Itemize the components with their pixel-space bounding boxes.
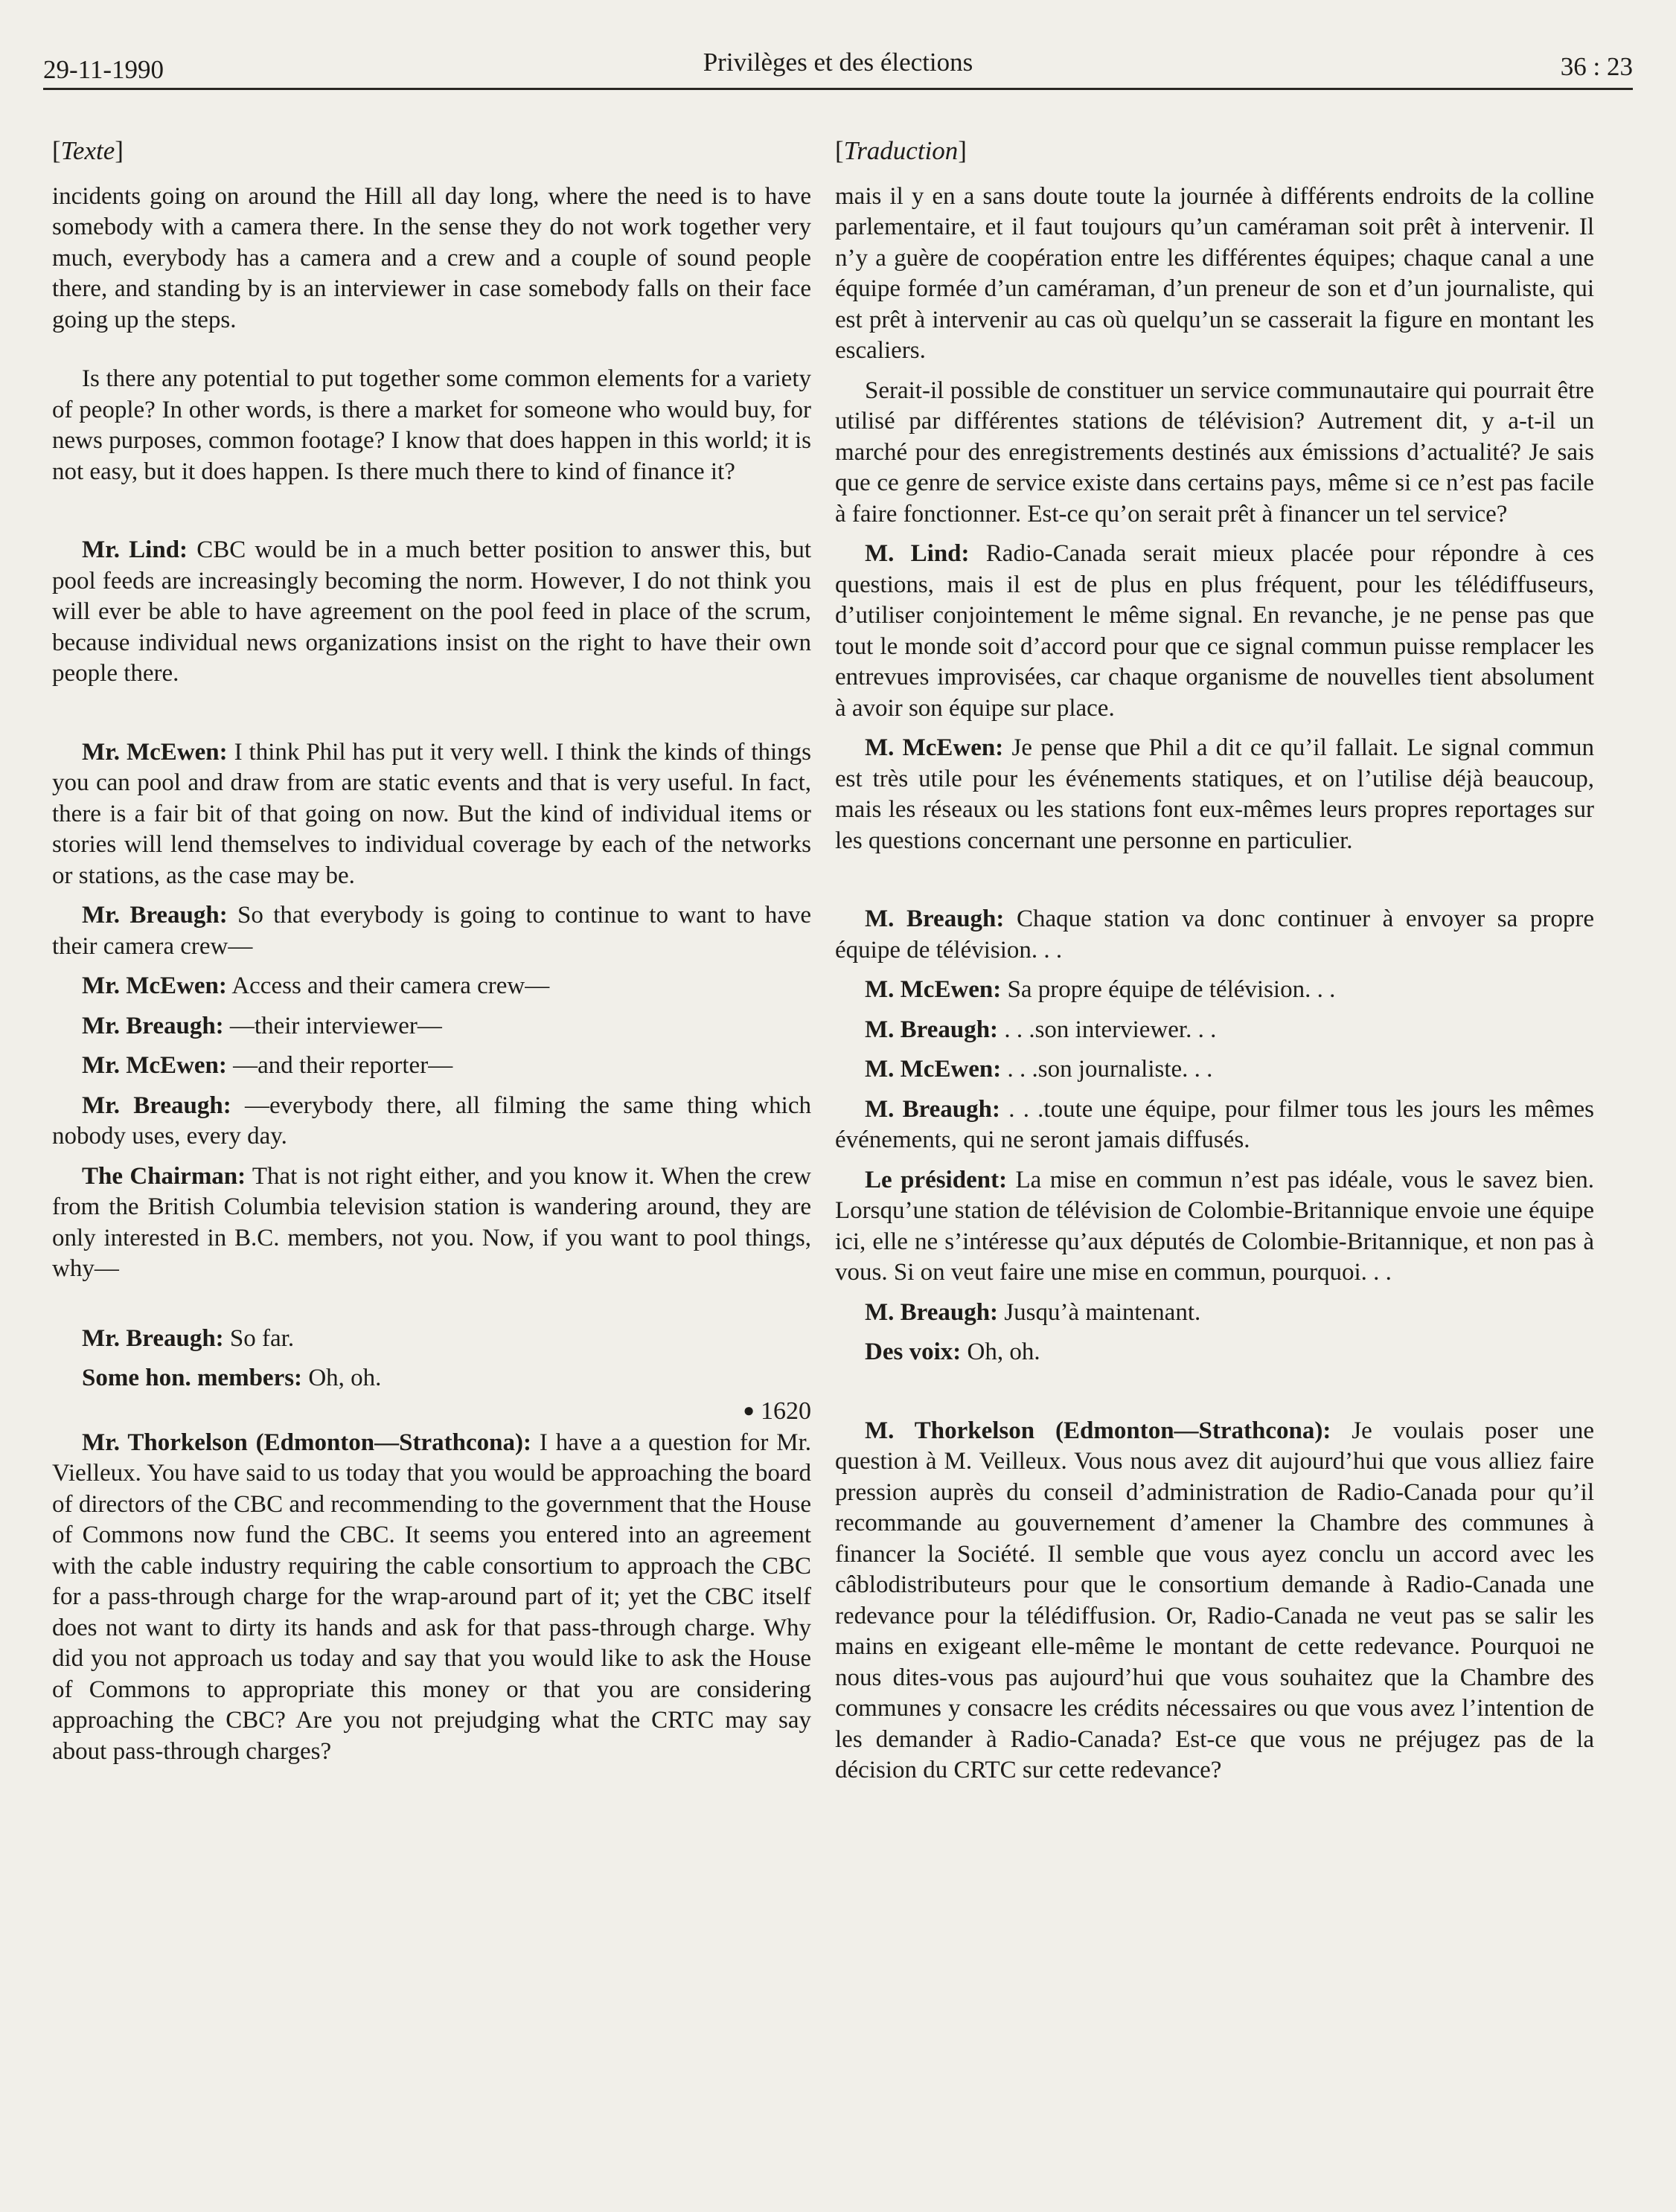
header-page-number: 36 : 23	[1560, 52, 1633, 81]
paragraph: M. Breaugh: Chaque station va donc continuer à envoyer sa propre équipe de télévision. . .	[835, 905, 1594, 964]
paragraph: M. McEwen: . . .son journaliste. . .	[865, 1056, 1213, 1083]
speaker-name: Le président:	[865, 1166, 1008, 1193]
paragraph: Mr. Breaugh: So that everybody is going to continue to want to have their camera crew—	[52, 902, 811, 960]
paragraph: The Chairman: That is not right either, and you know it. When the crew from the British Columbia television station is wandering around, they are only interested in B.C. members, not you. Now, if you want to pool things, why—	[52, 1162, 811, 1282]
paragraph: Some hon. members: Oh, oh.	[82, 1365, 382, 1391]
paragraph: Des voix: Oh, oh.	[865, 1339, 1040, 1365]
speaker-name: Mr. McEwen:	[82, 1052, 227, 1079]
speaker-name: Mr. Breaugh:	[82, 1324, 224, 1352]
speaker-name: M. McEwen:	[865, 1056, 1002, 1083]
paragraph: Mr. Lind: CBC would be in a much better position to answer this, but pool feeds are increasingly becoming the norm. However, I do not think you will ever be able to have agreement on the pool feed in place of the scrum, because individual news organizations insist on the right to have their own people there.	[52, 536, 812, 687]
speaker-name: M. Thorkelson (Edmonton—Strathcona):	[865, 1417, 1331, 1444]
speaker-name: M. Breaugh:	[865, 905, 1005, 932]
french-column	[835, 135, 1594, 1786]
column-tag-traduction: [Traduction]	[835, 136, 967, 165]
paragraph: Mr. McEwen: Access and their camera crew—	[82, 972, 550, 999]
paragraph: M. McEwen: Je pense que Phil a dit ce qu’il fallait. Le signal commun est très utile pour les événements statiques, et on l’utilise déjà beaucoup, mais les réseaux ou les stations font eux-mêmes leurs propres reportages sur les questions concernant une personne en particulier.	[835, 734, 1595, 854]
speaker-name: Some hon. members:	[82, 1365, 303, 1391]
speaker-name: Mr. Breaugh:	[82, 1012, 224, 1039]
speaker-name: Mr. Breaugh:	[82, 1091, 231, 1119]
paragraph: Mr. Breaugh: —everybody there, all filming the same thing which nobody uses, every day.	[52, 1091, 811, 1150]
speaker-name: Des voix:	[865, 1339, 962, 1365]
header-rule	[43, 88, 1633, 90]
speaker-name: Mr. Thorkelson (Edmonton—Strathcona):	[82, 1429, 531, 1456]
speaker-name: The Chairman:	[82, 1162, 246, 1190]
paragraph: Mr. Breaugh: So far.	[82, 1324, 295, 1352]
paragraph: Le président: La mise en commun n’est pas idéale, vous le savez bien. Lorsqu’une station de télévision de Colombie-Britannique envoie une équipe ici, elle ne s’intéresse qu’aux députés de Colombie-Britannique, et non pas à vous. Si on veut faire une mise en commun, pourquoi. . .	[835, 1166, 1595, 1286]
speaker-name: M. Breaugh:	[865, 1095, 1001, 1123]
paragraph: M. Breaugh: . . .toute une équipe, pour filmer tous les jours les mêmes événements, qui ne seront jamais diffusés.	[835, 1095, 1595, 1153]
paragraph: M. Lind: Radio-Canada serait mieux placée pour répondre à ces questions, mais il est de plus en plus fréquent, pour les télédiffuseurs, d’utiliser conjointement le même signal. En revanche, je ne pense pas que tout le monde soit d’accord pour que ce signal commun puisse remplacer les entrevues improvisées, car chaque organisme de nouvelles tient absolument à avoir son équipe sur place.	[835, 540, 1595, 722]
paragraph: Serait-il possible de constituer un service communautaire qui pourrait être utilisé par différentes stations de télévision? Autrement dit, y a-t-il un marché pour des enregistrements destinés aux émissions d’actualité? Je sais que ce genre de service existe dans certains pays, même si ce n’est pas facile à faire fonctionner. Est-ce qu’on serait prêt à financer un tel service?	[835, 376, 1594, 528]
header-date: 29-11-1990	[43, 55, 164, 84]
speaker-name: M. Lind:	[865, 540, 970, 567]
paragraph: M. Breaugh: Jusqu’à maintenant.	[865, 1298, 1201, 1326]
paragraph: incidents going on around the Hill all day long, where the need is to have somebody with a camera there. In the sense they do not work together very much, everybody has a camera and a crew and a couple of sound people there, and standing by is an interviewer in case somebody falls on their face going up the steps.	[52, 182, 811, 333]
paragraph: Is there any potential to put together some common elements for a variety of people? In other words, is there a market for someone who would buy, for news purposes, common footage? I know that does happen in this world; it is not easy, but it does happen. Is there much there to kind of finance it?	[52, 365, 811, 485]
speaker-name: M. McEwen:	[865, 734, 1004, 761]
english-column	[52, 135, 811, 1767]
paragraph: Mr. Thorkelson (Edmonton—Strathcona): I have a a question for Mr. Vielleux. You have said to us today that you would be approaching the board of directors of the CBC and recommending to the government that the House of Commons now fund the CBC. It seems you entered into an agreement with the cable industry requiring the cable consortium to approach the CBC for a pass-through charge for the wrap-around part of it; yet the CBC itself does not want to dirty its hands and ask for that pass-through charge. Why did you not approach us today and say that you would like to ask the House of Commons to appropriate this money or that you are considering approaching the CBC? Are you not prejudging what the CRTC may say about pass-through charges?	[52, 1429, 812, 1765]
speaker-name: M. Breaugh:	[865, 1016, 999, 1043]
paragraph: M. Breaugh: . . .son interviewer. . .	[865, 1016, 1217, 1043]
speaker-name: M. Breaugh:	[865, 1298, 999, 1326]
paragraph: mais il y en a sans doute toute la journée à différents endroits de la colline parlementaire, et il faut toujours qu’un caméraman soit prêt à intervenir. Il n’y a guère de coopération entre les différentes équipes; chaque canal a une équipe formée d’un caméraman, d’un preneur de son et d’un journaliste, qui est prêt à intervenir au cas où quelqu’un se casserait la figure en montant les escaliers.	[835, 182, 1594, 364]
timestamp: ● 1620	[743, 1397, 811, 1425]
speaker-name: Mr. McEwen:	[82, 972, 227, 999]
speaker-name: Mr. Breaugh:	[82, 902, 228, 929]
speaker-name: Mr. Lind:	[82, 536, 188, 563]
paragraph: M. Thorkelson (Edmonton—Strathcona): Je voulais poser une question à M. Veilleux. Vous nous avez dit aujourd’hui que vous alliez faire pression auprès du conseil d’administration de Radio-Canada pour qu’il recommande au gouvernement d’amener la Chambre des communes à financer la Société. Il semble que vous ayez conclu un accord avec les câblodistributeurs pour que le consortium demande à Radio-Canada une redevance pour la télédiffusion. Or, Radio-Canada ne veut pas se salir les mains en exigeant elle-même le montant de cette redevance. Pourquoi ne nous dites-vous pas aujourd’hui que vous souhaitez que la Chambre des communes y consacre les crédits nécessaires ou que vous avez l’intention de les demander à Radio-Canada? Est-ce que vous ne préjugez pas de la décision du CRTC sur cette redevance?	[835, 1417, 1594, 1783]
speaker-name: Mr. McEwen:	[82, 738, 228, 766]
header-title: Privilèges et des élections	[703, 48, 973, 77]
bullet-icon: ●	[743, 1399, 755, 1421]
paragraph: Mr. McEwen: —and their reporter—	[82, 1052, 453, 1079]
paragraph: Mr. McEwen: I think Phil has put it very well. I think the kinds of things you can pool and draw from are static events and that is very useful. In fact, there is a fair bit of that going on now. But the kind of individual items or stories will lend themselves to individual coverage by each of the networks or stations, as the case may be.	[52, 738, 812, 889]
paragraph: M. McEwen: Sa propre équipe de télévision. . .	[865, 976, 1336, 1003]
paragraph: Mr. Breaugh: —their interviewer—	[82, 1012, 442, 1039]
page-header	[43, 46, 1633, 91]
column-tag-texte: [Texte]	[52, 136, 124, 165]
speaker-name: M. McEwen:	[865, 976, 1002, 1003]
